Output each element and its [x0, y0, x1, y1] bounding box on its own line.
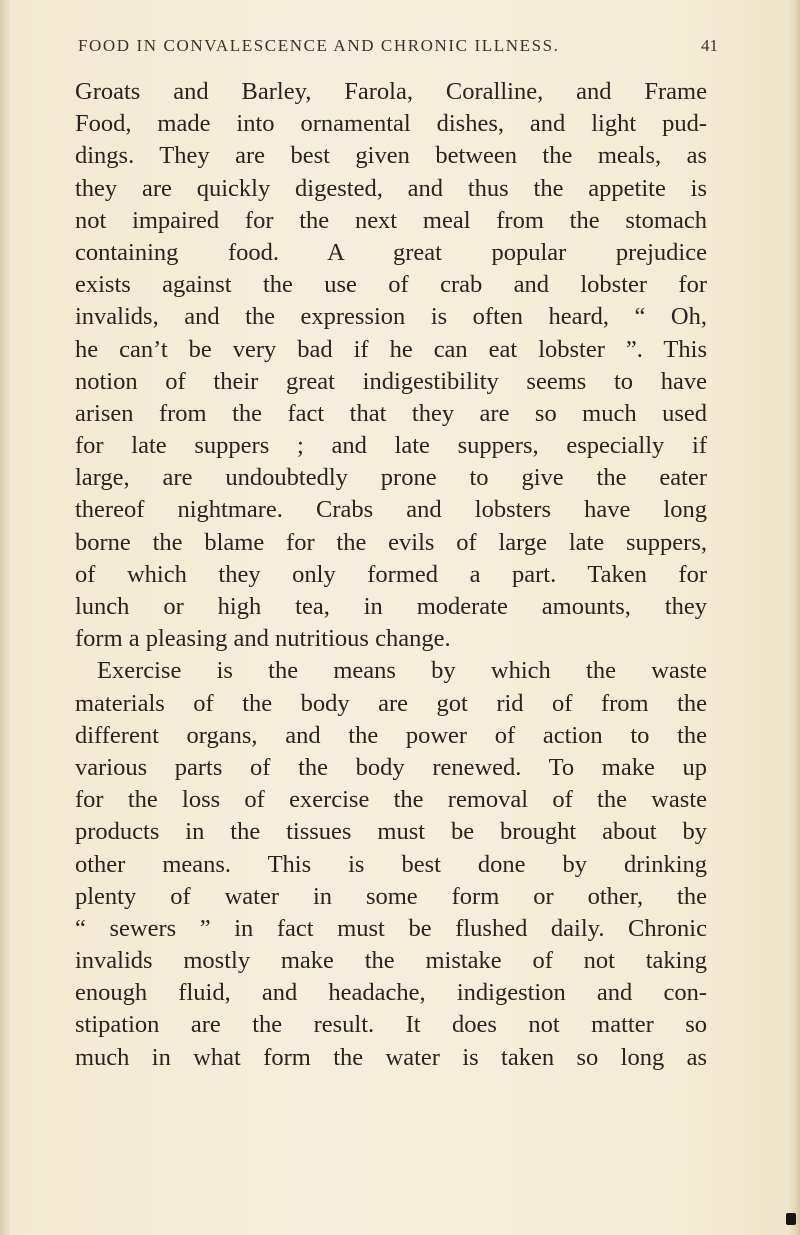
running-title: FOOD IN CONVALESCENCE AND CHRONIC ILLNESS. [78, 36, 560, 55]
text-line: not impaired for the next meal from the stomach [75, 206, 707, 234]
text-line: for late suppers ; and late suppers, especially if [75, 432, 707, 460]
text-line: plenty of water in some form or other, the [75, 882, 707, 910]
text-line: containing food. A great popular prejudice [75, 238, 707, 266]
text-line: stipation are the result. It does not matter so [75, 1011, 707, 1039]
text-line: different organs, and the power of action to the [75, 721, 707, 749]
running-header [78, 36, 718, 56]
page-number: 41 [701, 36, 718, 55]
page-outer-edge [786, 0, 800, 1235]
text-line: he can’t be very bad if he can eat lobster ”. This [75, 335, 707, 363]
text-line: other means. This is best done by drinking [75, 850, 707, 878]
text-line: invalids, and the expression is often heard, “ Oh, [75, 303, 707, 331]
text-line: “ sewers ” in fact must be flushed daily. Chronic [75, 914, 707, 942]
page-gutter-edge [0, 0, 10, 1235]
ink-smudge [786, 1213, 796, 1225]
text-line: of which they only formed a part. Taken for [75, 560, 707, 588]
text-line: materials of the body are got rid of from the [75, 689, 707, 717]
text-line: lunch or high tea, in moderate amounts, they [75, 593, 707, 620]
text-line: products in the tissues must be brought about by [75, 818, 707, 846]
text-line: Exercise is the means by which the waste [97, 657, 707, 685]
text-line: Groats and Barley, Farola, Coralline, and Frame [75, 78, 707, 105]
text-line: large, are undoubtedly prone to give the eater [75, 464, 707, 492]
text-line: exists against the use of crab and lobster for [75, 271, 707, 299]
text-line: dings. They are best given between the meals, as [75, 142, 707, 170]
text-line: borne the blame for the evils of large late suppers, [75, 528, 707, 556]
text-line: they are quickly digested, and thus the appetite is [75, 174, 707, 202]
text-line: Food, made into ornamental dishes, and light pud- [75, 110, 707, 138]
text-line: notion of their great indigestibility seems to have [75, 367, 707, 395]
text-line: invalids mostly make the mistake of not taking [75, 947, 707, 975]
body-text [75, 76, 707, 1074]
text-line: form a pleasing and nutritious change. [75, 625, 451, 653]
text-line: various parts of the body renewed. To make up [75, 753, 707, 781]
text-line: for the loss of exercise the removal of the waste [75, 786, 707, 814]
text-line: thereof nightmare. Crabs and lobsters have long [75, 496, 707, 524]
text-line: enough fluid, and headache, indigestion and con- [75, 979, 707, 1007]
text-line: much in what form the water is taken so long as [75, 1043, 707, 1071]
text-line: arisen from the fact that they are so much used [75, 399, 707, 427]
